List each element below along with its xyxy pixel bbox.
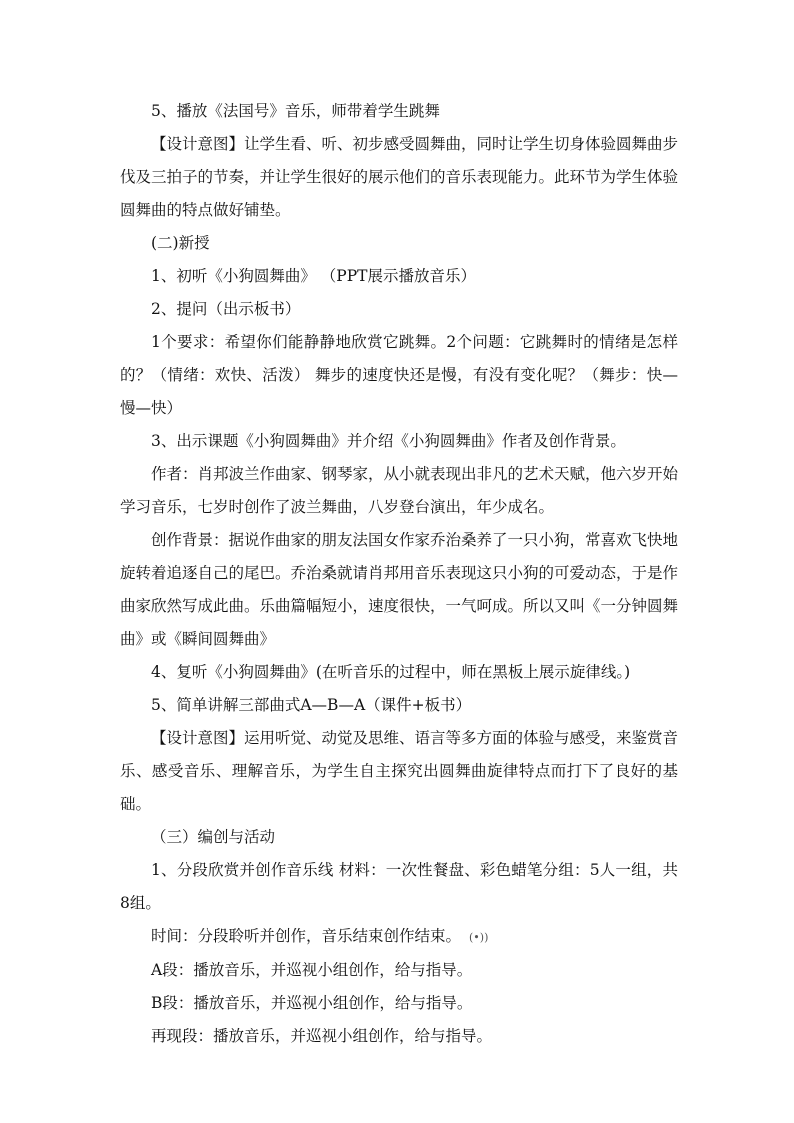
paragraph-requirements: 1个要求：希望你们能静静地欣赏它跳舞。2个问题：它跳舞时的情绪是怎样的？（情绪：欢快、活泼） 舞步的速度快还是慢，有没有变化呢？（舞步：快—慢—快）	[120, 333, 678, 417]
paragraph-segment-listening: 1、分段欣赏并创作音乐线 材料：一次性餐盘、彩色蜡笔分组：5人一组，共8组。	[120, 861, 678, 912]
paragraph-background: 创作背景：据说作曲家的朋友法国女作家乔治桑养了一只小狗，常喜欢飞快地旋转着追逐自己的尾巴。乔治桑就请肖邦用音乐表现这只小狗的可爱动态，于是作曲家欣然写成此曲。乐曲篇幅短小，速度很快，一气呵成。所以又叫《一分钟圆舞曲》或《瞬间圆舞曲》	[120, 531, 679, 648]
section-heading-new-lesson: (二)新授	[151, 234, 210, 252]
paragraph-time-text: 时间：分段聆听并创作，音乐结束创作结束。	[151, 927, 462, 945]
paragraph-time	[120, 920, 678, 954]
paragraph-question: 2、提问（出示板书）	[151, 300, 301, 318]
paragraph-relisten: 4、复听《小狗圆舞曲》(在听音乐的过程中，师在黑板上展示旋律线。)	[151, 663, 631, 681]
paragraph-first-listen: 1、初听《小狗圆舞曲》 （PPT展示播放音乐）	[151, 267, 476, 285]
paragraph-section-a: A段：播放音乐，并巡视小组创作，给与指导。	[151, 961, 473, 979]
paragraph-recap-section: 再现段：播放音乐，并巡视小组创作，给与指导。	[151, 1027, 493, 1045]
paragraph-design-intent-1: 【设计意图】让学生看、听、初步感受圆舞曲，同时让学生切身体验圆舞曲步伐及三拍子的节奏，并让学生很好的展示他们的音乐表现能力。此环节为学生体验圆舞曲的特点做好铺垫。	[120, 135, 679, 219]
wave-symbol-icon: (•))	[469, 931, 489, 944]
section-heading-creation: （三）编创与活动	[151, 828, 276, 846]
paragraph-author: 作者：肖邦波兰作曲家、钢琴家，从小就表现出非凡的艺术天赋，他六岁开始学习音乐，七岁时创作了波兰舞曲，八岁登台演出，年少成名。	[120, 465, 679, 516]
paragraph-show-title: 3、出示课题《小狗圆舞曲》并介绍《小狗圆舞曲》作者及创作背景。	[151, 432, 626, 450]
paragraph-section-b: B段：播放音乐，并巡视小组创作，给与指导。	[151, 994, 473, 1012]
paragraph-step5-play-music: 5、播放《法国号》音乐，师带着学生跳舞	[151, 102, 440, 120]
document-body	[120, 95, 678, 1053]
paragraph-ternary-form: 5、简单讲解三部曲式A—B—A（课件+板书）	[151, 696, 472, 714]
paragraph-design-intent-2: 【设计意图】运用听觉、动觉及思维、语言等多方面的体验与感受，来鉴赏音乐、感受音乐、理解音乐，为学生自主探究出圆舞曲旋律特点而打下了良好的基础。	[120, 729, 679, 813]
